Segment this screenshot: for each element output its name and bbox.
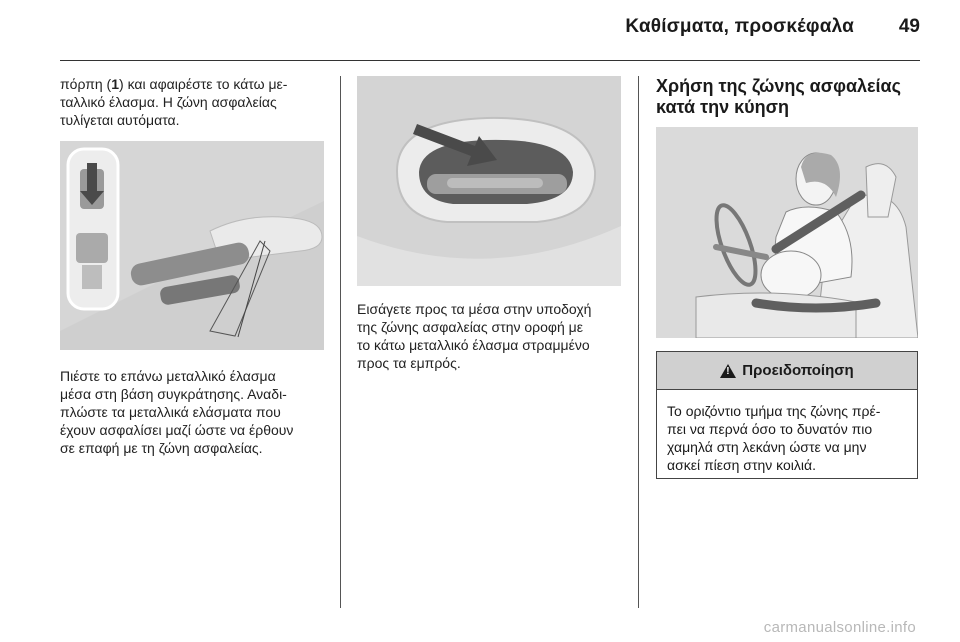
insert-line-3: το κάτω μεταλλικό έλασμα στραμμένο bbox=[357, 337, 590, 353]
warning-header bbox=[657, 352, 917, 390]
roof-receptacle-illustration bbox=[357, 76, 621, 286]
warning-line-3: χαμηλά στη λεκάνη ώστε να μην bbox=[667, 439, 867, 455]
warning-line-1: Το οριζόντιο τμήμα της ζώνης πρέ- bbox=[667, 403, 881, 419]
intro-line-2: ταλλικό έλασμα. Η ζώνη ασφαλείας bbox=[60, 94, 277, 110]
warning-body bbox=[657, 390, 917, 474]
warning-line-4: ασκεί πίεση στην κοιλιά. bbox=[667, 457, 816, 473]
callout-number: 1 bbox=[111, 76, 120, 92]
pregnancy-seatbelt-illustration bbox=[656, 127, 918, 338]
header-divider bbox=[60, 60, 920, 61]
press-instructions bbox=[60, 367, 328, 457]
press-line-2: μέσα στη βάση συγκράτησης. Αναδι- bbox=[60, 386, 287, 402]
heading-line-2: κατά την κύηση bbox=[656, 97, 789, 117]
intro-line-1b: ) και αφαιρέστε το κάτω με- bbox=[119, 76, 288, 92]
warning-title: Προειδοποίηση bbox=[742, 362, 854, 379]
press-line-1: Πιέστε το επάνω μεταλλικό έλασμα bbox=[60, 368, 276, 384]
insert-line-4: προς τα εμπρός. bbox=[357, 355, 461, 371]
intro-line-1a: πόρπη ( bbox=[60, 76, 112, 92]
intro-paragraph bbox=[60, 75, 328, 129]
page-number: 49 bbox=[898, 16, 920, 37]
heading-line-1: Χρήση της ζώνης ασφαλείας bbox=[656, 76, 901, 96]
warning-line-2: πει να περνά όσο το δυνατόν πιο bbox=[667, 421, 873, 437]
column-divider-2 bbox=[638, 76, 639, 608]
section-heading bbox=[656, 76, 918, 118]
seatbelt-latch-illustration bbox=[60, 141, 324, 350]
intro-line-3: τυλίγεται αυτόματα. bbox=[60, 112, 180, 128]
insert-instructions bbox=[357, 300, 627, 372]
press-line-4: έχουν ασφαλίσει μαζί ώστε να έρθουν bbox=[60, 422, 294, 438]
warning-box bbox=[656, 351, 918, 479]
warning-triangle-icon bbox=[720, 364, 736, 378]
press-line-5: σε επαφή με τη ζώνη ασφαλείας. bbox=[60, 440, 263, 456]
insert-line-2: της ζώνης ασφαλείας στην οροφή με bbox=[357, 319, 583, 335]
insert-line-1: Εισάγετε προς τα μέσα στην υποδοχή bbox=[357, 301, 592, 317]
column-divider-1 bbox=[340, 76, 341, 608]
watermark: carmanualsonline.info bbox=[763, 619, 916, 636]
press-line-3: πλώστε τα μεταλλικά ελάσματα που bbox=[60, 404, 281, 420]
page-title: Καθίσματα, προσκέφαλα bbox=[625, 16, 854, 37]
